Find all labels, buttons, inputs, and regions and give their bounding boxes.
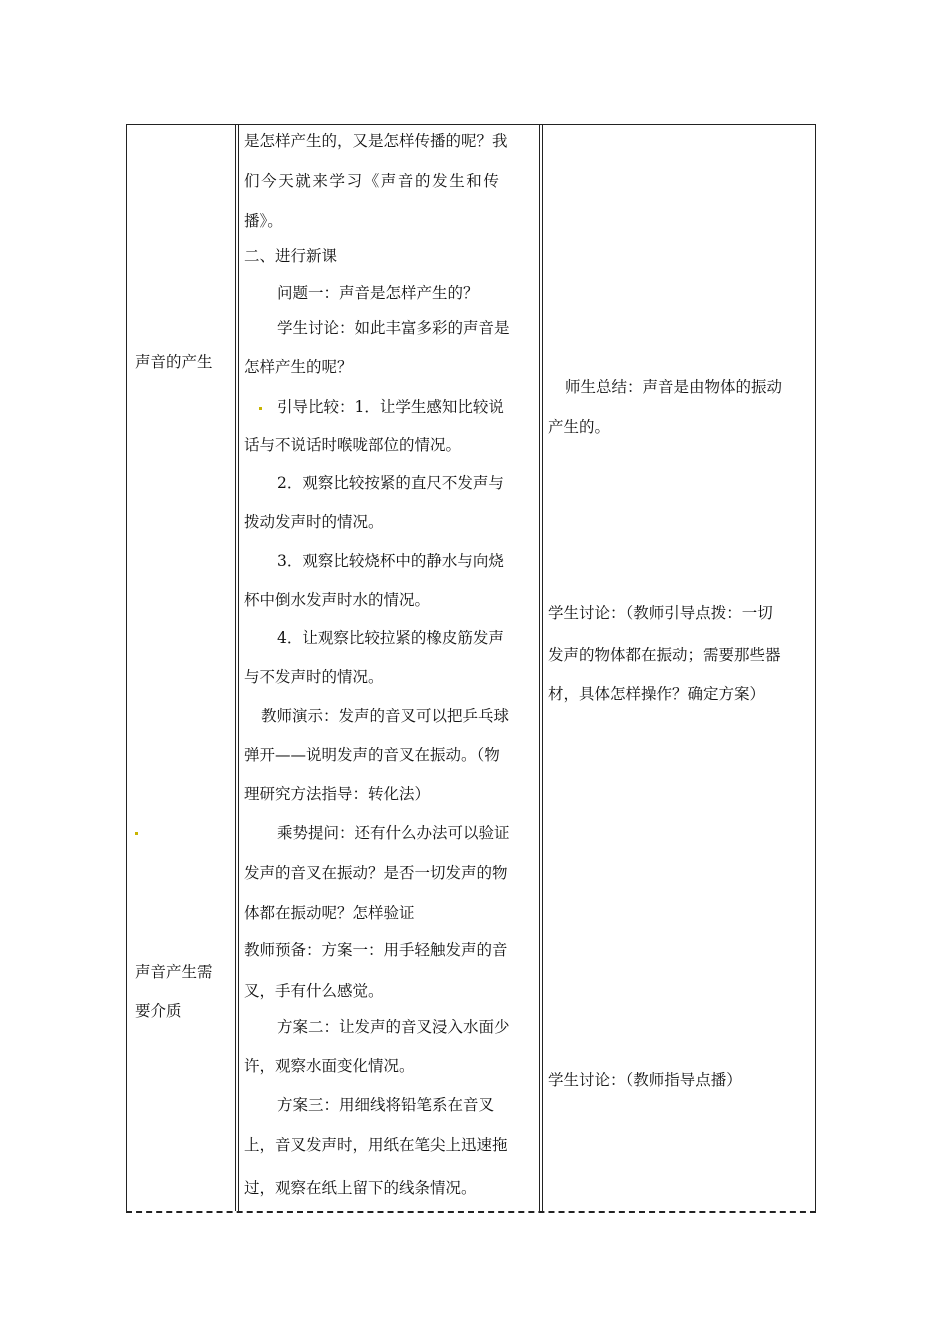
text-line: 方案三：用细线将铅笔系在音叉 bbox=[277, 1096, 495, 1114]
text-line: 怎样产生的呢？ bbox=[244, 358, 353, 376]
column-divider bbox=[235, 125, 236, 1211]
text-line: 2．观察比较按紧的直尺不发声与 bbox=[277, 474, 504, 492]
discussion-text: 材，具体怎样操作？确定方案） bbox=[548, 685, 766, 703]
column-divider bbox=[539, 125, 540, 1211]
text-line: 播》。 bbox=[244, 212, 283, 230]
text-line: 是怎样产生的，又是怎样传播的呢？我 bbox=[244, 132, 508, 150]
topic-label: 声音产生需 bbox=[135, 963, 213, 981]
text-line: 体都在振动呢？怎样验证 bbox=[244, 904, 415, 922]
discussion-text: 学生讨论：（教师指导点播） bbox=[548, 1071, 742, 1089]
text-line: 方案二：让发声的音叉浸入水面少 bbox=[277, 1018, 510, 1036]
summary-text: 师生总结：声音是由物体的振动 bbox=[565, 378, 783, 396]
text-line: 引导比较：1．让学生感知比较说 bbox=[277, 398, 504, 416]
text-line: 问题一：声音是怎样产生的？ bbox=[277, 284, 479, 302]
text-line: 话与不说话时喉咙部位的情况。 bbox=[244, 436, 462, 454]
text-line: 与不发声时的情况。 bbox=[244, 668, 384, 686]
text-line: 许，观察水面变化情况。 bbox=[244, 1057, 415, 1075]
summary-text: 产生的。 bbox=[548, 418, 611, 436]
column-divider bbox=[238, 125, 239, 1211]
text-line: 发声的音叉在振动？是否一切发声的物 bbox=[244, 864, 508, 882]
section-heading: 二、进行新课 bbox=[244, 247, 338, 265]
text-line: 3．观察比较烧杯中的静水与向烧 bbox=[277, 552, 504, 570]
topic-label: 要介质 bbox=[135, 1002, 182, 1020]
text-line: 杯中倒水发声时水的情况。 bbox=[244, 591, 431, 609]
text-line: 们今天就来学习《声音的发生和传 bbox=[244, 172, 501, 190]
marker-dot bbox=[135, 832, 138, 835]
text-line: 4．让观察比较拉紧的橡皮筋发声 bbox=[277, 629, 504, 647]
discussion-text: 发声的物体都在振动；需要那些器 bbox=[548, 646, 781, 664]
text-line: 教师预备：方案一：用手轻触发声的音 bbox=[244, 941, 508, 959]
discussion-text: 学生讨论：（教师引导点拨：一切 bbox=[548, 604, 773, 622]
column-divider bbox=[542, 125, 543, 1211]
text-line: 理研究方法指导：转化法） bbox=[244, 785, 431, 803]
text-line: 学生讨论：如此丰富多彩的声音是 bbox=[277, 319, 510, 337]
text-line: 叉，手有什么感觉。 bbox=[244, 982, 384, 1000]
text-line: 拨动发声时的情况。 bbox=[244, 513, 384, 531]
topic-label: 声音的产生 bbox=[135, 353, 213, 371]
text-line: 过，观察在纸上留下的线条情况。 bbox=[244, 1179, 477, 1197]
marker-dot bbox=[259, 407, 262, 410]
text-line: 教师演示：发声的音叉可以把乒乓球 bbox=[261, 707, 510, 725]
text-line: 乘势提问：还有什么办法可以验证 bbox=[277, 824, 510, 842]
text-line: 弹开——说明发声的音叉在振动。（物 bbox=[244, 746, 500, 764]
text-line: 上，音叉发声时，用纸在笔尖上迅速拖 bbox=[244, 1136, 508, 1154]
